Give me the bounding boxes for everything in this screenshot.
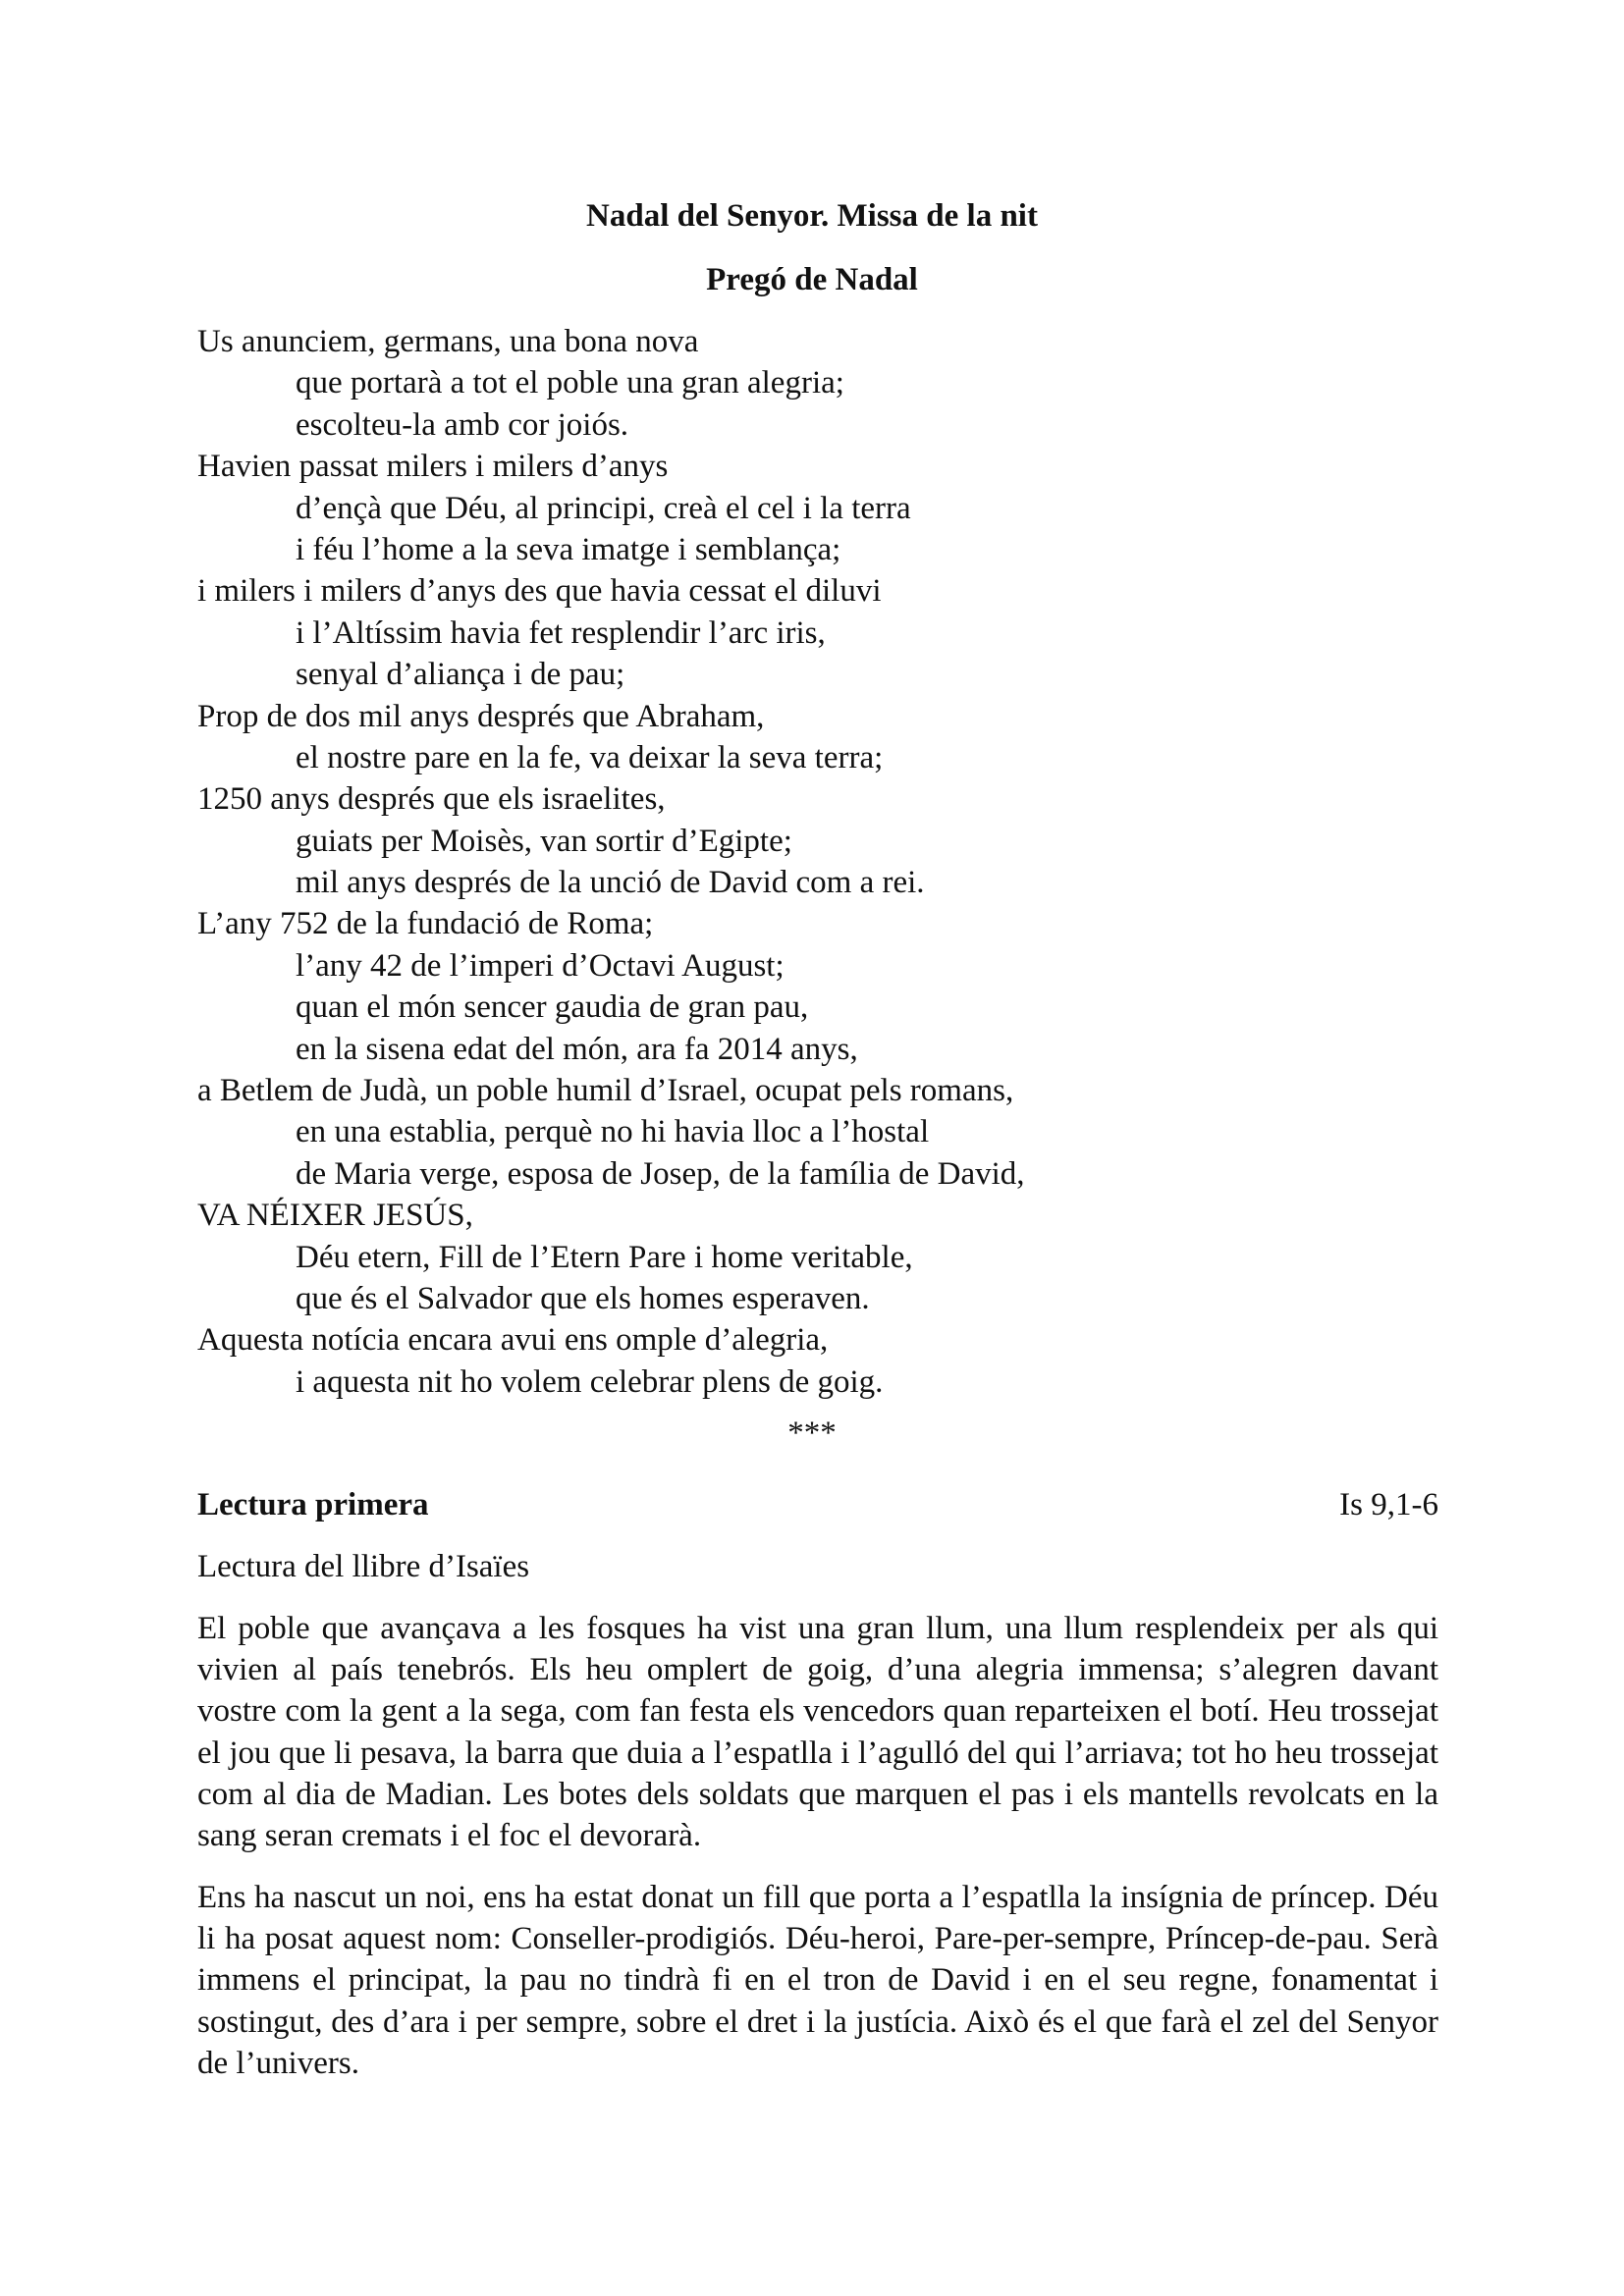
poem-line: Déu etern, Fill de l’Etern Pare i home veritable, bbox=[296, 1239, 913, 1275]
poem-line: d’ençà que Déu, al principi, creà el cel i la terra bbox=[296, 490, 911, 526]
reading-header bbox=[197, 1484, 1438, 1525]
poem-line: el nostre pare en la fe, va deixar la seva terra; bbox=[296, 739, 884, 775]
poem-line: Aquesta notícia encara avui ens omple d’alegria, bbox=[197, 1322, 829, 1359]
poem-line: que és el Salvador que els homes esperaven. bbox=[296, 1280, 870, 1316]
poem-line: l’any 42 de l’imperi d’Octavi August; bbox=[296, 947, 785, 984]
poem-line: a Betlem de Judà, un poble humil d’Israel, ocupat pels romans, bbox=[197, 1073, 1014, 1109]
poem-line: escolteu-la amb cor joiós. bbox=[296, 406, 629, 443]
poem-line: senyal d’aliança i de pau; bbox=[296, 657, 625, 693]
poem-line: i aquesta nit ho volem celebrar plens de goig. bbox=[296, 1363, 884, 1400]
poem-line: de Maria verge, esposa de Josep, de la família de David, bbox=[296, 1155, 1025, 1192]
poem-line: que portarà a tot el poble una gran alegria; bbox=[296, 365, 844, 401]
reading-label: Lectura primera bbox=[197, 1487, 429, 1522]
reading-reference: Is 9,1-6 bbox=[1339, 1487, 1438, 1522]
poem-line: Prop de dos mil anys després que Abraham, bbox=[197, 698, 765, 734]
poem-line: en una establia, perquè no hi havia lloc a l’hostal bbox=[296, 1114, 930, 1150]
poem-line: i l’Altíssim havia fet resplendir l’arc iris, bbox=[296, 614, 826, 651]
section-separator: *** bbox=[787, 1415, 837, 1451]
poem-line: mil anys després de la unció de David com a rei. bbox=[296, 865, 925, 901]
poem-line: L’any 752 de la fundació de Roma; bbox=[197, 906, 654, 942]
page-title: Nadal del Senyor. Missa de la nit bbox=[586, 198, 1038, 234]
reading-paragraph: Ens ha nascut un noi, ens ha estat donat un fill que porta a l’espatlla la insígnia de príncep. Déu li ha posat aquest nom: Conseller-prodigiós. Déu-heroi, Pare-per-sempre, Príncep-de-pau. Serà immens el principat, la pau no tindrà fi en el tron de David i en el seu regne, fonamentat i sostingut, des d’ara i per sempre, sobre el dret i la justícia. Això és el que farà el zel del Senyor de l’univers. bbox=[197, 1880, 1438, 2081]
poem-line: 1250 anys després que els israelites, bbox=[197, 781, 666, 818]
poem-line: en la sisena edat del món, ara fa 2014 anys, bbox=[296, 1031, 858, 1067]
poem-line: quan el món sencer gaudia de gran pau, bbox=[296, 989, 809, 1026]
page-subtitle: Pregó de Nadal bbox=[706, 262, 918, 297]
poem-line: i féu l’home a la seva imatge i semblança; bbox=[296, 531, 841, 567]
poem-line: Us anunciem, germans, una bona nova bbox=[197, 324, 699, 359]
poem-line: Havien passat milers i milers d’anys bbox=[197, 449, 669, 485]
proclamation-poem bbox=[197, 321, 1454, 1403]
poem-line: guiats per Moisès, van sortir d’Egipte; bbox=[296, 823, 792, 859]
poem-line: VA NÉIXER JESÚS, bbox=[197, 1198, 473, 1234]
reading-paragraph: El poble que avançava a les fosques ha vist una gran llum, una llum resplendeix per als qui vivien al país tenebrós. Els heu omplert de goig, d’una alegria immensa; s’alegren davant vostre com la gent a la sega, com fan festa els vencedors quan reparteixen el botí. Heu trossejat el jou que li pesava, la barra que duia a l’espatlla i l’agulló del qui l’arriava; tot ho heu trossejat com al dia de Madian. Les botes dels soldats que marquen el pas i els mantells revolcats en la sang seran cremats i el foc el devorarà. bbox=[197, 1611, 1438, 1854]
reading-source: Lectura del llibre d’Isaïes bbox=[197, 1549, 530, 1584]
poem-line: i milers i milers d’anys des que havia cessat el diluvi bbox=[197, 573, 882, 610]
